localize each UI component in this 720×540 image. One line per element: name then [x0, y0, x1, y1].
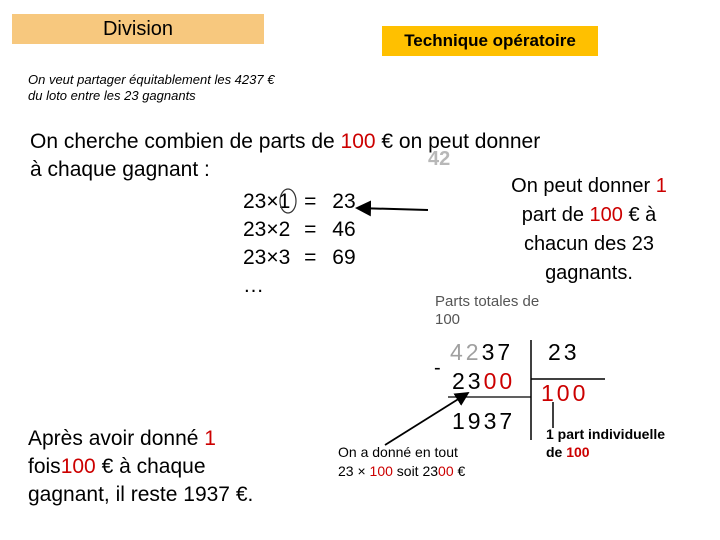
bottom-red-digits: 00 [438, 463, 454, 479]
bottom-line-2 [338, 462, 465, 481]
multiple-result-1: 23 [332, 190, 356, 213]
after-line-1 [28, 425, 328, 453]
question-text-2: € on peut donner [375, 130, 541, 153]
problem-line-1: On veut partager équitablement les 4237 € [28, 72, 275, 87]
right-text-1: On peut donner [511, 175, 656, 197]
parts-label-line-1: Parts totales de [435, 293, 540, 310]
lesson-subtitle: Technique opératoire [382, 26, 598, 56]
multiple-expr-3: 23×3 [243, 246, 291, 269]
right-line-3: chacun des 23 [523, 233, 655, 255]
right-amount: 100 [589, 204, 623, 226]
arrow-to-subtracted [385, 393, 468, 445]
indiv-amount: 100 [566, 444, 590, 460]
lesson-title: Division [12, 14, 264, 44]
after-count: 1 [204, 427, 216, 450]
right-line-4: gagnants. [545, 262, 633, 284]
bottom-text-3: € [453, 463, 466, 479]
dividend-black-digits: 37 [481, 339, 514, 365]
after-line-3: gagnant, il reste 1937 €. [28, 483, 254, 506]
question-amount: 100 [340, 130, 376, 153]
multiples-ellipsis: … [243, 274, 264, 297]
arrow-to-multiple [357, 208, 428, 210]
subtracted-black: 23 [452, 368, 484, 394]
multiple-eq-3: = [304, 246, 317, 269]
after-text-1: Après avoir donné [28, 427, 205, 450]
subtracted-red: 00 [483, 368, 516, 394]
quotient: 100 [541, 380, 589, 406]
individual-part-note [546, 425, 665, 461]
multiple-result-3: 69 [332, 246, 356, 269]
multiple-eq-1: = [304, 190, 317, 213]
indiv-line-2 [546, 443, 665, 461]
remainder: 1937 [452, 408, 516, 434]
circled-factor [280, 189, 296, 213]
after-line-2 [28, 453, 328, 481]
dividend-gray-digits: 42 [450, 339, 482, 365]
right-text-2: part de [521, 204, 590, 226]
after-text-2: fois [28, 455, 61, 478]
after-amount: 100 [60, 455, 96, 478]
question-line-2: à chaque gagnant : [30, 158, 210, 181]
bottom-text-2: soit 23 [392, 463, 439, 479]
divisor: 23 [548, 339, 580, 365]
remainder-explanation [28, 425, 328, 509]
multiple-expr-1: 23×1 [243, 190, 291, 213]
bottom-line-1: On a donné en tout [338, 444, 458, 460]
total-given-note [338, 443, 465, 481]
question-text-1: On cherche combien de parts de [30, 130, 341, 153]
problem-line-2: du loto entre les 23 gagnants [28, 88, 196, 103]
indiv-line-1: 1 part individuelle [546, 426, 666, 442]
indiv-text: de [546, 444, 567, 460]
right-count: 1 [655, 175, 667, 197]
multiple-eq-2: = [304, 218, 317, 241]
right-text-3: € à [622, 204, 657, 226]
ghost-dividend-digits: 42 [428, 148, 451, 170]
parts-label-line-2: 100 [435, 311, 461, 328]
multiple-result-2: 46 [332, 218, 356, 241]
bottom-amount: 100 [369, 463, 393, 479]
minus-sign: - [434, 357, 444, 379]
multiple-expr-2: 23×2 [243, 218, 291, 241]
bottom-text-1: 23 × [338, 463, 370, 479]
after-text-3: € à chaque [95, 455, 206, 478]
